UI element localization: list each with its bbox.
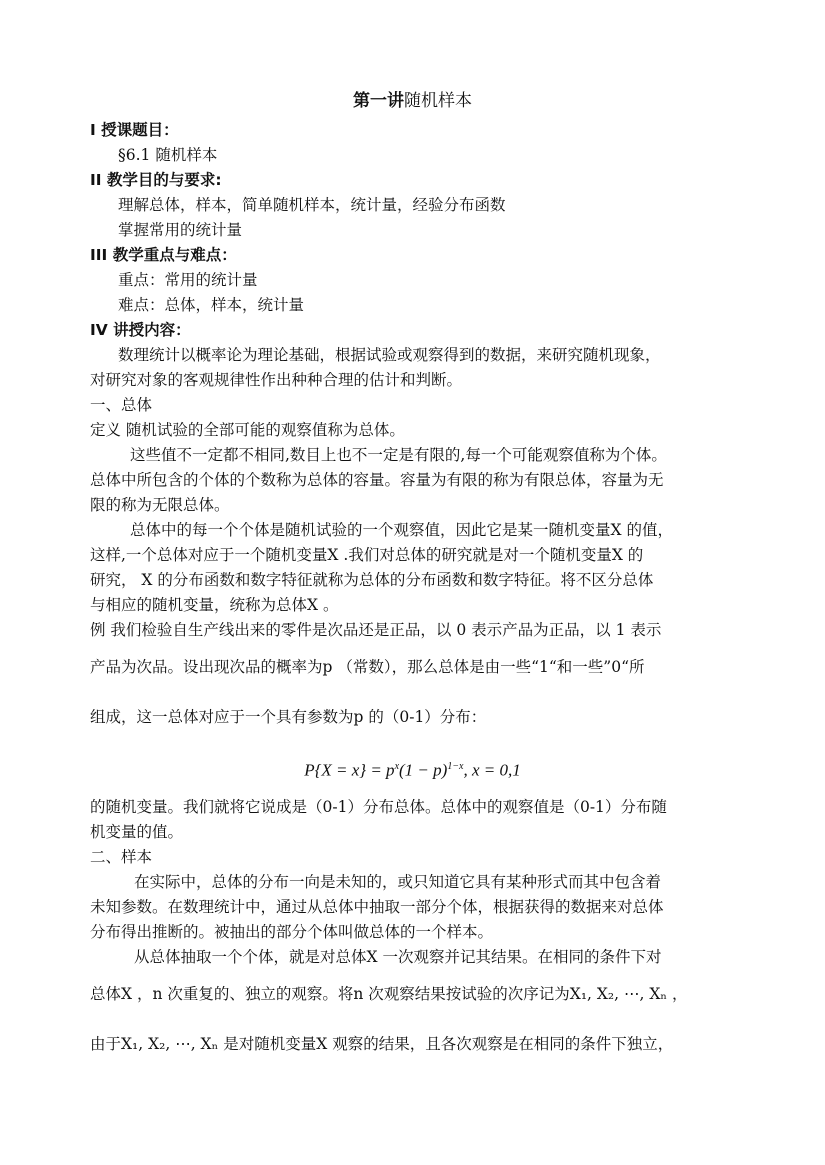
paragraph-line: 未知参数。在数理统计中，通过从总体中抽取一部分个体，根据获得的数据来对总体 <box>90 898 664 916</box>
paragraph-line: 总体中所包含的个体的个数称为总体的容量。容量为有限的称为有限总体，容量为无 <box>90 471 664 489</box>
heading-topic: I 授课题目： <box>90 121 179 139</box>
formula-sup-1: x <box>394 761 400 772</box>
paragraph-line: 从总体抽取一个个体，就是对总体X 一次观察并记其结果。在相同的条件下对 <box>134 948 662 966</box>
formula-sup-2: 1−x <box>447 761 464 772</box>
difficult-point: 难点：总体，样本，统计量 <box>118 296 305 314</box>
goal-item-1: 理解总体，样本，简单随机样本，统计量，经验分布函数 <box>118 196 506 214</box>
paragraph-line: 数理统计以概率论为理论基础，根据试验或观察得到的数据，来研究随机现象， <box>118 346 661 364</box>
section-heading-population: 一、总体 <box>90 396 153 414</box>
paragraph-line: 对研究对象的客观规律性作出种种合理的估计和判断。 <box>90 371 463 389</box>
definition-line: 定义 随机试验的全部可能的观察值称为总体。 <box>90 421 405 439</box>
key-point: 重点：常用的统计量 <box>118 271 258 289</box>
paragraph-line: 的随机变量。我们就将它说成是（0-1）分布总体。总体中的观察值是（0-1）分布随 <box>90 798 667 816</box>
example-line: 产品为次品。设出现次品的概率为p （常数），那么总体是由一些“1“和一些”0“所 <box>90 658 645 676</box>
formula-main: P{X = x} = p <box>304 760 395 780</box>
topic-item: §6.1 随机样本 <box>118 146 218 164</box>
goal-item-2: 掌握常用的统计量 <box>118 221 243 239</box>
paragraph-line: 研究， X 的分布函数和数字特征就称为总体的分布函数和数字特征。将不区分总体 <box>90 571 654 589</box>
title-bold: 第一讲 <box>353 91 404 111</box>
title-rest: 随机样本 <box>404 91 472 111</box>
paragraph-line: 这样,一个总体对应于一个随机变量X .我们对总体的研究就是对一个随机变量X 的 <box>90 546 644 564</box>
heading-key-points: III 教学重点与难点： <box>90 246 237 264</box>
paragraph-line: 由于X₁, X₂, ⋯, Xₙ 是对随机变量X 观察的结果，且各次观察是在相同的条件下独立， <box>90 1035 674 1053</box>
paragraph-line: 机变量的值。 <box>90 823 184 841</box>
formula-tail: , x = 0,1 <box>463 760 521 780</box>
heading-goals: II 教学目的与要求: <box>90 171 222 189</box>
formula-01-distribution <box>0 756 825 782</box>
section-heading-sample: 二、样本 <box>90 848 153 866</box>
paragraph-line: 总体X ，n 次重复的、独立的观察。将n 次观察结果按试验的次序记为X₁, X₂, ⋯, Xₙ ， <box>90 985 688 1003</box>
example-line: 组成，这一总体对应于一个具有参数为p 的（0-1）分布： <box>90 708 487 726</box>
paragraph-line: 与相应的随机变量，统称为总体X 。 <box>90 596 339 614</box>
paragraph-line: 在实际中，总体的分布一向是未知的，或只知道它具有某种形式而其中包含着 <box>134 873 662 891</box>
heading-content: IV 讲授内容： <box>90 321 191 339</box>
paragraph-line: 这些值不一定都不相同,数目上也不一定是有限的,每一个可能观察值称为个体。 <box>130 446 667 464</box>
formula-mid: (1 − p) <box>399 760 448 780</box>
example-line: 例 我们检验自生产线出来的零件是次品还是正品，以 0 表示产品为正品，以 1 表示 <box>90 621 662 639</box>
paragraph-line: 总体中的每一个个体是随机试验的一个观察值，因此它是某一随机变量X 的值， <box>130 521 673 539</box>
paragraph-line: 分布得出推断的。被抽出的部分个体叫做总体的一个样本。 <box>90 923 494 941</box>
lecture-title <box>0 90 825 112</box>
paragraph-line: 限的称为无限总体。 <box>90 496 230 514</box>
